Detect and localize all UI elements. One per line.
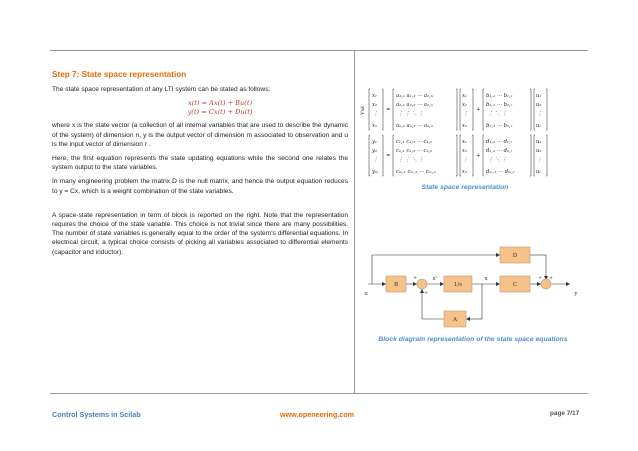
section-title: Step 7: State space representation xyxy=(52,70,187,79)
svg-text:x₂: x₂ xyxy=(462,102,468,108)
svg-text:yₘ: yₘ xyxy=(372,169,379,175)
svg-text:x₁: x₁ xyxy=(462,139,468,145)
output-equation: y(t) = Cx(t) + Du(t) xyxy=(187,108,253,117)
svg-text:xₙ: xₙ xyxy=(462,169,468,175)
svg-text:⋮ ⋱ ⋮: ⋮ ⋱ ⋮ xyxy=(488,157,507,163)
svg-text:a₁,₁ a₁,₂ ⋯ a₁,ₙ: a₁,₁ a₁,₂ ⋯ a₁,ₙ xyxy=(396,93,433,99)
svg-text:u₂: u₂ xyxy=(536,148,542,154)
svg-text:⋮: ⋮ xyxy=(373,111,379,117)
svg-text:xₙ: xₙ xyxy=(462,123,468,129)
block-paragraph: A space-state representation in term of block is reported on the right. Note that the representation requires the choice of the state variable. This choice is not trivial since there are many possibilities. The number of state variables is generally equal to the order of the system's differential equations. In electrical circuit, a typical choice consists of picking all variables associated to differential elements (capacitor and inductor). xyxy=(52,211,348,256)
svg-text:b₂,₁ ⋯ b₂,ᵣ: b₂,₁ ⋯ b₂,ᵣ xyxy=(486,102,513,108)
svg-text:y₂: y₂ xyxy=(372,148,378,154)
svg-text:⋮: ⋮ xyxy=(373,157,379,163)
intro-paragraph: The state space representation of any LTI system can be stated as follows: xyxy=(52,86,271,94)
svg-text:c₂,₁ c₂,₂ ⋯ c₂,ₙ: c₂,₁ c₂,₂ ⋯ c₂,ₙ xyxy=(396,148,433,154)
svg-text:bₙ,₁ ⋯ bₙ,ᵣ: bₙ,₁ ⋯ bₙ,ᵣ xyxy=(486,123,513,129)
state-equations xyxy=(92,99,348,117)
svg-text:⋮: ⋮ xyxy=(537,157,543,163)
svg-text:b₁,₁ ⋯ b₁,ᵣ: b₁,₁ ⋯ b₁,ᵣ xyxy=(486,93,513,99)
matrix-figure xyxy=(358,85,588,185)
plus-sign-2: + xyxy=(424,291,428,296)
svg-text:u₁: u₁ xyxy=(536,93,542,99)
svg-text:cₘ,₁ cₘ,₂ ⋯ cₘ,ₙ: cₘ,₁ cₘ,₂ ⋯ cₘ,ₙ xyxy=(396,169,436,175)
where-paragraph: where x is the state vector (a collection of all internal variables that are used to describe the dynamic of the system) of dimension n, y is the output vector of dimension m associated to observation and u is the input vector of dimension r . xyxy=(52,122,348,148)
left-column xyxy=(52,70,348,262)
plus-sign-1: + xyxy=(413,276,417,281)
svg-text:aₙ,₁ aₙ,₂ ⋯ aₙ,ₙ: aₙ,₁ aₙ,₂ ⋯ aₙ,ₙ xyxy=(396,123,433,129)
sum-junction-1 xyxy=(417,279,427,289)
footer-website-link[interactable]: www.openeering.com xyxy=(280,410,355,419)
svg-text:⋮: ⋮ xyxy=(463,111,469,117)
svg-text:⋮ ⋮ ⋱ ⋮: ⋮ ⋮ ⋱ ⋮ xyxy=(398,111,424,117)
svg-text:⋮: ⋮ xyxy=(537,111,543,117)
svg-text:c₁,₁ c₁,₂ ⋯ c₁,ₙ: c₁,₁ c₁,₂ ⋯ c₁,ₙ xyxy=(396,139,433,145)
engineering-paragraph: In many engineering problem the matrix D is the null matrix, and hence the output equation reduces to y = Cx, which is a weight combination of the state variables. xyxy=(52,178,348,195)
svg-text:uᵣ: uᵣ xyxy=(536,123,542,129)
label-xdot: x' xyxy=(432,276,438,282)
svg-text:x₁: x₁ xyxy=(462,93,468,99)
matrix-caption: State space representation xyxy=(421,184,509,191)
svg-text:+: + xyxy=(476,107,481,113)
svg-text:⋮: ⋮ xyxy=(463,157,469,163)
label-u: u xyxy=(364,291,368,297)
label-b: B xyxy=(393,282,399,288)
svg-text:d₂,₁ ⋯ d₂,ᵣ: d₂,₁ ⋯ d₂,ᵣ xyxy=(486,148,513,154)
svg-text:=: = xyxy=(386,153,391,159)
svg-text:+: + xyxy=(476,153,481,159)
svg-text:u₁: u₁ xyxy=(536,139,542,145)
column-divider xyxy=(354,51,355,393)
label-d: D xyxy=(512,253,518,259)
state-equation: x(t) = Ax(t) + Bu(t) xyxy=(187,99,253,108)
svg-text:⋮ ⋱ ⋮: ⋮ ⋱ ⋮ xyxy=(488,111,507,117)
svg-text:x₁: x₁ xyxy=(372,93,378,99)
svg-text:⋮ ⋮ ⋱ ⋮: ⋮ ⋮ ⋱ ⋮ xyxy=(398,157,424,163)
svg-text:uᵣ: uᵣ xyxy=(536,169,542,175)
plus-sign-3: + xyxy=(538,276,542,281)
block-diagram xyxy=(358,238,588,334)
svg-text:x₂: x₂ xyxy=(462,148,468,154)
svg-text:dₘ,₁ ⋯ dₘ,ᵣ: dₘ,₁ ⋯ dₘ,ᵣ xyxy=(486,169,515,175)
page-number: page 7/17 xyxy=(550,410,580,417)
svg-text:d₁,₁ ⋯ d₁,ᵣ: d₁,₁ ⋯ d₁,ᵣ xyxy=(486,139,513,145)
svg-text:u₂: u₂ xyxy=(536,102,542,108)
label-y: y xyxy=(574,291,578,297)
svg-text:=: = xyxy=(386,107,391,113)
footer-title: Control Systems in Scilab xyxy=(52,410,141,419)
label-a: A xyxy=(452,317,458,323)
svg-text:y₁: y₁ xyxy=(372,139,378,145)
first-equation-paragraph: Here, the first equation represents the state updating equations while the second one relates the system output to the state variables. xyxy=(52,155,348,172)
xdot-label: Vnk xyxy=(361,105,366,115)
block-caption: Block diagram representation of the state space equations xyxy=(378,336,568,343)
svg-text:a₂,₁ a₂,₂ ⋯ a₂,ₙ: a₂,₁ a₂,₂ ⋯ a₂,ₙ xyxy=(396,102,433,108)
plus-sign-4: + xyxy=(549,276,553,281)
label-integrator: 1/s xyxy=(453,282,463,288)
label-x: x xyxy=(484,276,488,282)
bottom-rule xyxy=(50,393,588,394)
svg-text:xₙ: xₙ xyxy=(372,123,378,129)
top-rule xyxy=(50,50,588,51)
label-c: C xyxy=(512,282,518,288)
svg-text:x₂: x₂ xyxy=(372,102,378,108)
